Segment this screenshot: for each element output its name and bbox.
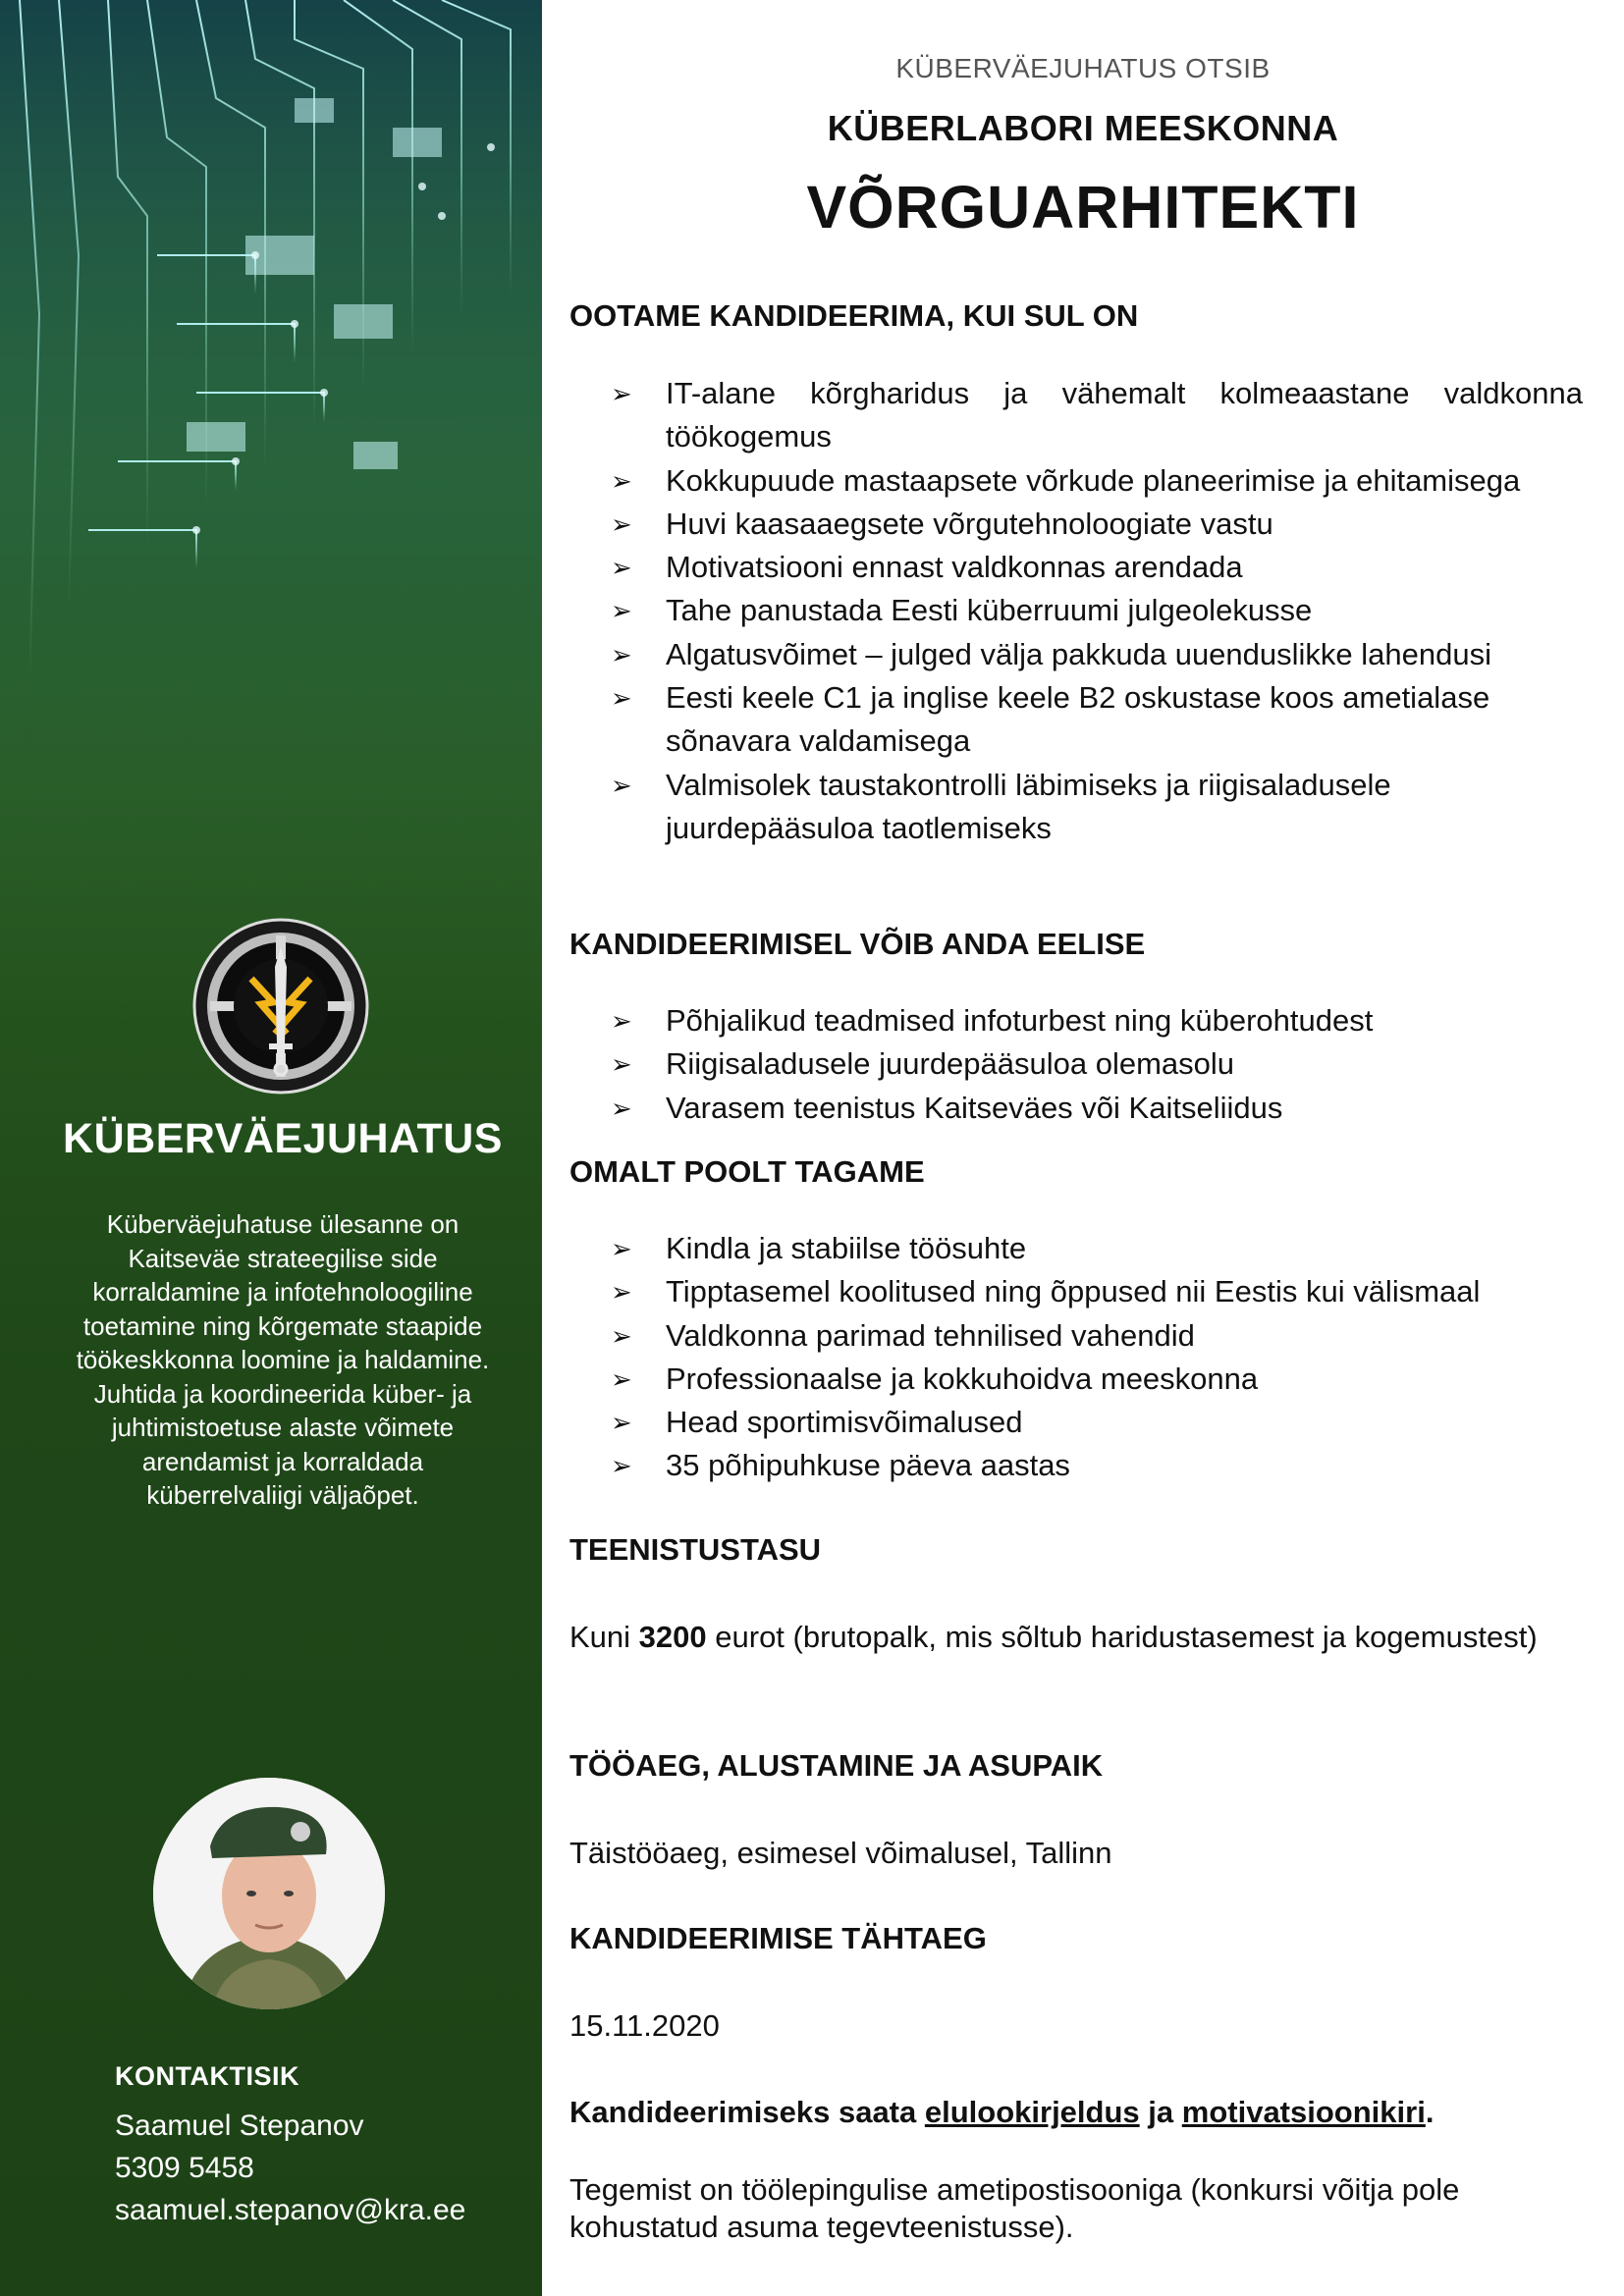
list-item: ➢ 35 põhipuhkuse päeva aastas (611, 1444, 1583, 1487)
list-item: ➢ Eesti keele C1 ja inglise keele B2 oskustase koos ametialase sõnavara valdamisega (611, 676, 1583, 764)
list-item: ➢ Põhjalikud teadmised infoturbest ning küberohtudest (611, 999, 1583, 1042)
worktime-text: Täistööaeg, esimesel võimalusel, Tallinn (569, 1836, 1112, 1870)
list-item: ➢ Huvi kaasaaegsete võrgutehnoloogiate vastu (611, 503, 1583, 546)
list-item: ➢ Kindla ja stabiilse töösuhte (611, 1227, 1583, 1270)
contact-phone[interactable]: 5309 5458 (115, 2152, 254, 2184)
unit-name: KÜBERVÄEJUHATUS (63, 1115, 503, 1162)
arrow-bullet-icon: ➢ (611, 1277, 632, 1308)
worktime-heading: TÖÖAEG, ALUSTAMINE JA ASUPAIK (569, 1748, 1104, 1783)
advantages-heading: KANDIDEERIMISEL VÕIB ANDA EELISE (569, 927, 1146, 961)
list-item: ➢ Algatusvõimet – julged välja pakkuda uuenduslikke lahendusi (611, 633, 1583, 676)
arrow-bullet-icon: ➢ (611, 1451, 632, 1481)
contact-email[interactable]: saamuel.stepanov@kra.ee (115, 2194, 466, 2226)
offer-list (611, 1227, 1583, 1488)
sidebar (0, 0, 542, 2296)
deadline-date: 15.11.2020 (569, 2008, 720, 2043)
arrow-bullet-icon: ➢ (611, 379, 632, 408)
salary-heading: TEENISTUSTASU (569, 1532, 822, 1567)
contact-name: Saamuel Stepanov (115, 2109, 364, 2142)
arrow-bullet-icon: ➢ (611, 553, 632, 583)
requirements-heading: OOTAME KANDIDEERIMA, KUI SUL ON (569, 298, 1139, 333)
header-subtitle: KÜBERLABORI MEESKONNA (827, 108, 1339, 148)
employment-note: Tegemist on töölepingulise ametipostisooniga (konkursi võitja pole kohustatud asuma tegevteenistusse). (569, 2172, 1460, 2244)
arrow-bullet-icon: ➢ (611, 1049, 632, 1080)
main-content (542, 0, 1624, 2296)
arrow-bullet-icon: ➢ (611, 1363, 632, 1394)
list-item: ➢ Riigisaladusele juurdepääsuloa olemasolu (611, 1042, 1583, 1086)
deadline-heading: KANDIDEERIMISE TÄHTAEG (569, 1921, 987, 1955)
arrow-bullet-icon: ➢ (611, 1408, 632, 1438)
contact-heading: KONTAKTISIK (115, 2061, 299, 2091)
motivation-letter-link[interactable]: motivatsioonikiri (1181, 2095, 1426, 2129)
list-item: ➢ Valmisolek taustakontrolli läbimiseks ja riigisaladusele juurdepääsuloa taotlemiseks (611, 764, 1583, 851)
list-item: ➢ Kokkupuude mastaapsete võrkude planeerimise ja ehitamisega (611, 459, 1583, 503)
arrow-bullet-icon: ➢ (611, 639, 632, 669)
salary-amount: 3200 (638, 1620, 707, 1654)
arrow-bullet-icon: ➢ (611, 465, 632, 496)
unit-description: Küberväejuhatuse ülesanne on Kaitseväe strateegilise side korraldamine ja infotehnoloogiline toetamine ning kõrgemate staapide töökeskkonna loomine ja haldamine. Juhtida ja koordineerida küber- ja juhtimistoetuse alaste võimete arendamist ja korraldada küberrelvaliigi väljaõpet. (76, 1209, 490, 1510)
apply-instructions: Kandideerimiseks saata elulookirjeldus ja motivatsioonikiri. (569, 2095, 1435, 2129)
list-item: ➢ Motivatsiooni ennast valdkonnas arendada (611, 546, 1583, 589)
arrow-bullet-icon: ➢ (611, 1234, 632, 1263)
contact-block (115, 2061, 465, 2231)
list-item: ➢ Head sportimisvõimalused (611, 1401, 1583, 1444)
list-item: ➢ Tahe panustada Eesti küberruumi julgeolekusse (611, 589, 1583, 632)
list-item: ➢ IT-alane kõrgharidus ja vähemalt kolmeaastane valdkonna töökogemus (611, 372, 1583, 459)
list-item: ➢ Valdkonna parimad tehnilised vahendid (611, 1314, 1583, 1358)
requirements-list (611, 372, 1583, 850)
arrow-bullet-icon: ➢ (611, 1093, 632, 1123)
advantages-list (611, 999, 1583, 1130)
header-kicker: KÜBERVÄEJUHATUS OTSIB (895, 53, 1271, 83)
cyber-command-emblem (192, 918, 369, 1095)
list-item: ➢ Varasem teenistus Kaitseväes või Kaitseliidus (611, 1087, 1583, 1130)
contact-person-photo (153, 1778, 385, 2009)
salary-text: Kuni 3200 eurot (brutopalk, mis sõltub haridustasemest ja kogemustest) (569, 1620, 1538, 1654)
arrow-bullet-icon: ➢ (611, 596, 632, 626)
arrow-bullet-icon: ➢ (611, 1006, 632, 1036)
arrow-bullet-icon: ➢ (611, 1320, 632, 1351)
arrow-bullet-icon: ➢ (611, 508, 632, 539)
cv-link[interactable]: elulookirjeldus (924, 2095, 1140, 2129)
arrow-bullet-icon: ➢ (611, 770, 632, 800)
offer-heading: OMALT POOLT TAGAME (569, 1154, 925, 1189)
list-item: ➢ Professionaalse ja kokkuhoidva meeskonna (611, 1358, 1583, 1401)
arrow-bullet-icon: ➢ (611, 683, 632, 714)
list-item: ➢ Tipptasemel koolitused ning õppused nii Eestis kui välismaal (611, 1270, 1583, 1313)
circuit-board-image (0, 0, 542, 962)
page-title: VÕRGUARHITEKTI (806, 174, 1360, 240)
